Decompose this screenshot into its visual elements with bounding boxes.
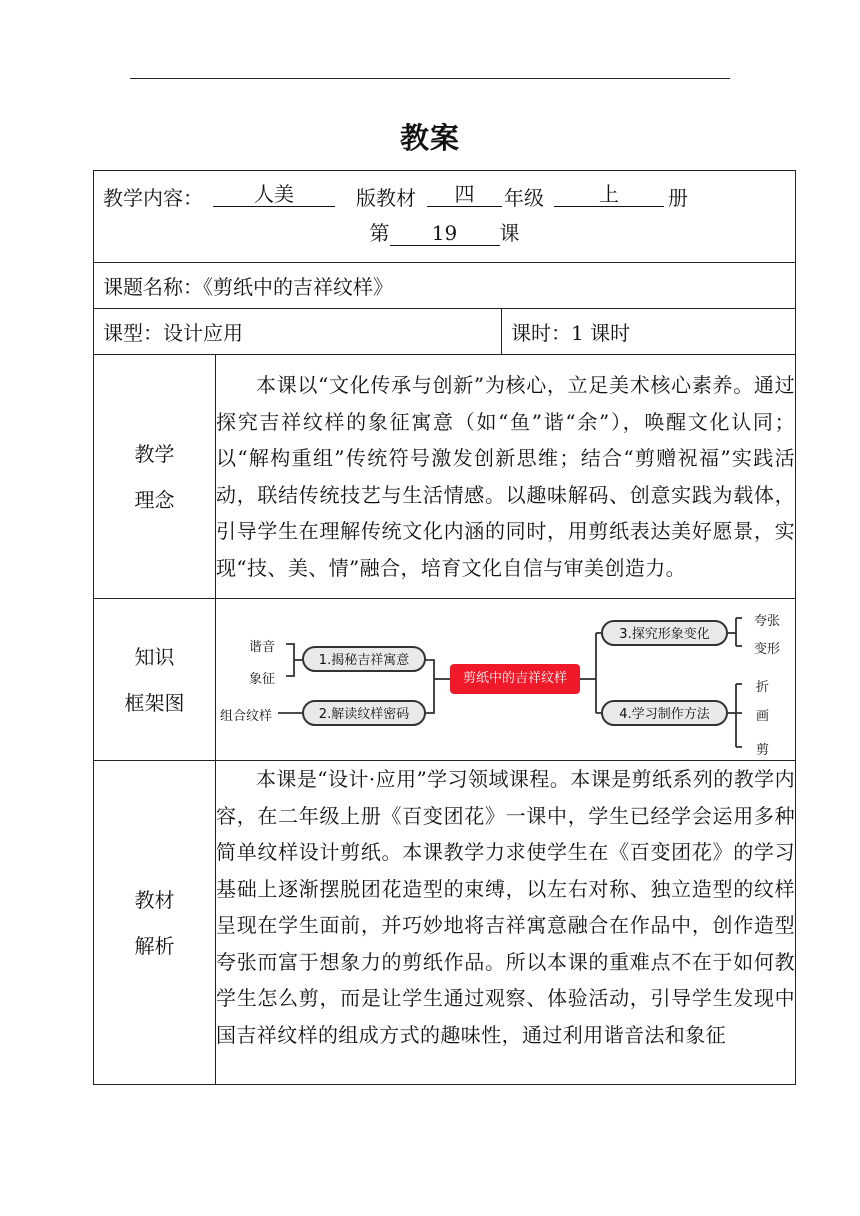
leaf-draw: 画 [756,708,770,724]
publisher-value: 人美 [254,182,294,206]
content-label: 教学内容： [103,186,203,210]
volume-value: 上 [599,182,619,206]
branch-learn-method: 4.学习制作方法 [601,700,728,726]
lesson-plan-table [93,170,796,1085]
analysis-label: 教材 解析 [94,761,216,1085]
topic-label: 课题名称： [103,275,203,299]
leaf-deformation: 变形 [754,641,781,657]
type-row [94,309,796,355]
leaf-homophone: 谐音 [249,639,276,655]
philosophy-text: 本课以“文化传承与创新”为核心，立足美术核心素养。通过探究吉祥纹样的象征寓意（如“鱼”谐“余”），唤醒文化认同；以“解构重组”传统符号激发创新思维；结合“剪赠祝福”实践活动，联结传统技艺与生活情感。以趣味解码、创意实践为载体，引导学生在理解传统文化内涵的同时，用剪纸表达美好愿景，实现“技、美、情”融合，培育文化自信与审美创造力。 [216,355,796,599]
lesson-number-line [94,217,795,253]
framework-row [94,599,796,761]
grade-value: 四 [454,182,475,206]
document-title: 教案 [399,121,460,155]
branch-explore-form: 3.探究形象变化 [601,620,728,646]
mindmap-center-topic: 剪纸中的吉祥纹样 [450,664,580,694]
class-hours-value: 1 课时 [571,321,631,345]
volume-label: 册 [668,186,688,210]
header-rule [130,78,730,79]
analysis-row [94,761,796,1085]
philosophy-label: 教学 理念 [94,355,216,599]
topic-row [94,263,796,309]
lesson-prefix: 第 [369,221,390,245]
leaf-exaggeration: 夸张 [754,613,781,629]
lesson-type-value: 设计应用 [163,321,243,345]
leaf-cut: 剪 [756,742,770,758]
analysis-text: 本课是“设计·应用”学习领域课程。本课是剪纸系列的教学内容，在二年级上册《百变团花》一课中，学生已经学会运用多种简单纹样设计剪纸。本课教学力求使学生在《百变团花》的学习基础上逐渐摆脱团花造型的束缚，以左右对称、独立造型的纹样呈现在学生面前，并巧妙地将吉祥寓意融合在作品中，创作造型夸张而富于想象力的剪纸作品。所以本课的重难点不在于如何教学生怎么剪，而是让学生通过观察、体验活动，引导学生发现中国吉祥纹样的组成方式的趣味性，通过利用谐音法和象征 [216,761,796,1085]
lesson-type-label: 课型： [103,321,163,345]
leaf-combined-pattern: 组合纹样 [220,708,273,724]
knowledge-mindmap [216,600,795,760]
branch-decode-pattern: 2.解读纹样密码 [302,700,426,726]
topic-value: 《剪纸中的吉祥纹样》 [203,275,393,299]
edition-label: 版教材 [356,186,416,210]
lesson-number: 19 [390,221,500,246]
class-hours-label: 课时： [511,321,571,345]
leaf-fold: 折 [756,679,770,695]
content-row [94,171,796,263]
leaf-symbolism: 象征 [249,671,276,687]
content-line [94,171,795,217]
branch-reveal-meaning: 1.揭秘吉祥寓意 [302,646,426,672]
framework-label: 知识 框架图 [94,599,216,761]
grade-label: 年级 [504,186,544,210]
lesson-suffix: 课 [499,221,520,245]
philosophy-row [94,355,796,599]
